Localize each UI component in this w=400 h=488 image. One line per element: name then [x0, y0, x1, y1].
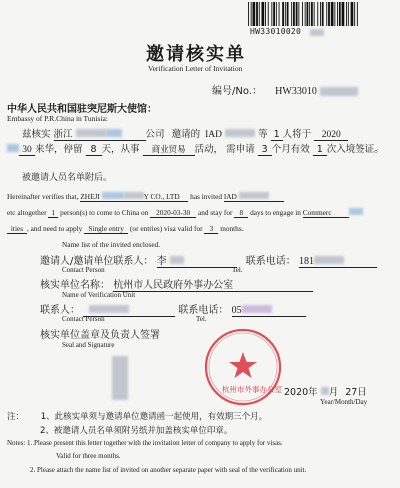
barcode-bar: [253, 2, 256, 26]
redaction: [170, 256, 184, 264]
number-label: 编号/No.：: [212, 86, 262, 97]
greeting-en: Embassy of P.R.China in Tunisia:: [7, 114, 108, 123]
text: 活动，: [194, 144, 224, 155]
text: 天，从事: [101, 144, 140, 155]
date-row: [284, 384, 367, 398]
namelist-note-zh: 被邀请人员名单附后。: [22, 173, 113, 183]
barcode-bar: [337, 2, 338, 26]
barcode-bar: [317, 2, 318, 26]
barcode-bar: [291, 2, 292, 26]
namelist-note-en: Name list of the invited enclosed.: [62, 240, 161, 249]
verification-unit-label-en: Name of Verification Unit: [62, 291, 136, 299]
redaction: [314, 256, 344, 264]
arrival-date-en: 2020-03-30: [150, 208, 196, 218]
seal-signature-label-en: Seal and Signature: [62, 341, 115, 349]
barcode-bar: [265, 2, 266, 26]
barcode-bar: [311, 2, 313, 26]
redaction: [7, 144, 19, 152]
person-count-en: 1: [48, 208, 58, 218]
redaction: [102, 192, 124, 199]
arrival-year: 2020: [314, 130, 348, 141]
barcode-bar: [334, 2, 335, 26]
page-title: 邀请核实单: [146, 44, 246, 65]
barcode-bar: [248, 2, 249, 26]
barcode-bar: [285, 2, 286, 26]
arrival-date: 30: [19, 145, 35, 156]
notes-en-line1: Notes: 1. Please present this letter together with the invitation letter of company to apply for visas.: [7, 439, 283, 447]
barcode-bar: [305, 2, 306, 26]
redaction: [76, 129, 106, 137]
contact-name: 李: [156, 256, 167, 267]
barcode-bar: [339, 2, 341, 26]
contact2-label-en: Contact Person: [62, 315, 105, 323]
redaction: [321, 387, 329, 395]
date-month: 月: [328, 387, 339, 398]
redaction: [242, 305, 272, 313]
barcode-bar: [293, 2, 295, 26]
greeting-zh: 中华人民共和国驻突尼斯大使馆：: [7, 104, 157, 115]
barcode-bar: [309, 2, 310, 26]
redaction: [310, 29, 324, 36]
text: 人将于: [282, 129, 312, 140]
redaction: [320, 87, 358, 96]
contact-label-en: Contact Person: [62, 266, 105, 274]
barcode-bar: [262, 2, 265, 26]
barcode-bar: [307, 2, 309, 26]
official-seal: [202, 326, 284, 408]
barcode-bar: [302, 2, 303, 26]
document-number: [212, 82, 358, 97]
seal-text: 杭州市外事办公室: [222, 385, 282, 394]
barcode-bar: [342, 2, 345, 26]
notes-en-line1b: Valid for three months.: [56, 452, 121, 460]
body-en-line2: etc altogether 1 person(s) to come to China on 2020-03-30 and stay for 8 days to engage in Commerc: [7, 208, 363, 218]
stay-days: 8: [86, 144, 102, 156]
date-year: 2020年: [284, 387, 318, 398]
notes-en-line2: 2. Please attach the name list of invited on another separate paper with seal of the verification unit.: [30, 466, 307, 474]
notes-zh-line2: 2、被邀请人员名单须附另纸并加盖核实单位印章。: [40, 426, 233, 436]
invitee-name-en: IAD: [223, 192, 237, 201]
text: 公司: [145, 129, 165, 140]
text: 需申请: [226, 144, 255, 155]
barcode-bar: [357, 2, 358, 26]
body-en-line3: ities , and need to apply Single entry (or entries) visa valid for 3 months.: [7, 224, 244, 234]
text: 邀请的: [171, 129, 201, 140]
stay-days-en: 8: [234, 208, 248, 218]
barcode-bar: [326, 2, 327, 26]
date-day: 27日: [345, 387, 367, 398]
barcode-bar: [282, 2, 284, 26]
barcode: [248, 2, 368, 38]
redaction: [106, 129, 122, 137]
barcode-bar: [348, 2, 349, 26]
contact-phone: 181: [298, 256, 314, 267]
validity-months-en: 3: [204, 224, 218, 234]
signature-redaction: [112, 356, 128, 400]
company-field-en: ZHEJI: [80, 192, 100, 201]
redaction: [349, 208, 363, 215]
text: 兹核实: [22, 129, 51, 140]
invitee-name: IAD: [205, 130, 223, 140]
redaction: [124, 192, 144, 199]
barcode-bar: [322, 2, 324, 26]
barcode-bar: [256, 2, 258, 26]
text: 等: [258, 129, 268, 140]
contact2-row: 联系人： 联系电话： 05: [40, 301, 306, 317]
barcode-bar: [279, 2, 280, 26]
page-subtitle: Verification Letter of Invitation: [148, 64, 243, 73]
body-en-line1: Hereinafter verifies that, ZHEJI Y CO., LTD has invited IAD: [7, 192, 284, 202]
contact2-tel-label-en: Tel.: [196, 315, 207, 323]
barcode-bar: [314, 2, 315, 26]
body-zh-line1: [22, 126, 348, 141]
verification-unit-row: 核实单位名称： 杭州市人民政府外事办公室: [40, 276, 313, 292]
barcode-bar: [328, 2, 330, 26]
barcode-bar: [276, 2, 277, 26]
number-value: HW33010: [275, 86, 317, 97]
company-field: 浙江: [54, 126, 146, 141]
notes-zh-line1: 注： 1、此核实单须与邀请单位邀请函一起使用，有效期三个月。: [7, 412, 268, 422]
redaction: [89, 305, 129, 313]
entry-type-en: Single entry: [84, 224, 128, 234]
contact-row: 邀请人/邀请单位联系人： 李 联系电话： 181: [40, 252, 377, 268]
barcode-bar: [271, 2, 272, 26]
contact-tel-label-en: Tel.: [232, 266, 243, 274]
barcode-bar: [354, 2, 355, 26]
barcode-bar: [346, 2, 347, 26]
text: 个月有效: [271, 144, 310, 155]
activity-en: Commerc: [303, 208, 349, 218]
barcode-bars: [248, 2, 358, 26]
barcode-bar: [331, 2, 334, 26]
text: 来华，停留: [35, 144, 83, 155]
barcode-bar: [259, 2, 260, 26]
person-count: 1: [271, 129, 283, 141]
barcode-bar: [287, 2, 289, 26]
barcode-bar: [320, 2, 321, 26]
barcode-bar: [251, 2, 252, 26]
barcode-bar: [268, 2, 269, 26]
contact2-phone: 05: [231, 305, 242, 316]
date-label-en: Year/Month/Day: [320, 398, 368, 406]
activity: 商业贸易: [143, 143, 195, 156]
text: 次入境签证。: [326, 144, 384, 155]
entries: 1: [313, 144, 327, 156]
barcode-bar: [273, 2, 275, 26]
barcode-bar: [351, 2, 354, 26]
barcode-number: HW33010020: [250, 27, 302, 36]
seal-signature-label: 核实单位盖章及负责人签署: [40, 330, 160, 341]
body-zh-line2: [7, 141, 384, 156]
redaction: [239, 192, 269, 199]
barcode-bar: [298, 2, 299, 26]
barcode-bar: [296, 2, 298, 26]
validity-months: 3: [258, 144, 272, 156]
verification-unit-name: 杭州市人民政府外事办公室: [113, 276, 313, 292]
redaction: [225, 129, 255, 137]
